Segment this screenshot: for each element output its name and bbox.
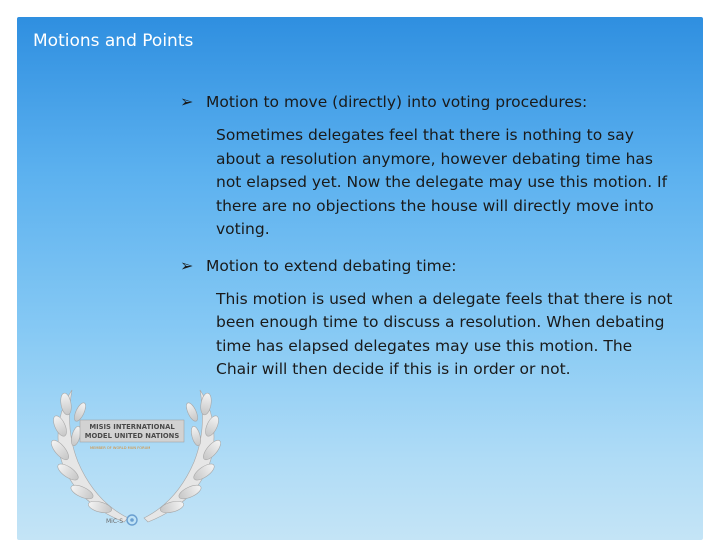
arrow-bullet-icon: ➢	[180, 92, 194, 111]
logo-tagline: MEMBER OF WORLD MUN FORUM	[90, 446, 151, 450]
bullet-heading: Motion to move (directly) into voting procedures:	[206, 93, 588, 111]
bullet-body: This motion is used when a delegate feels that there is not been enough time to discuss a resolution. When debating time has elapsed delegates may use this motion. The Chair will then decide if this is in order or not.	[216, 289, 673, 378]
logo-line-1: MISIS INTERNATIONAL	[89, 423, 175, 431]
mun-logo	[46, 382, 226, 532]
bullet-body: Sometimes delegates feel that there is nothing to say about a resolution anymore, however debating time has not elapsed yet. Now the delegate may use this motion. If there are no objections the house will directly move into voting.	[216, 126, 668, 238]
arrow-bullet-icon: ➢	[180, 255, 194, 275]
laurel-wreath-icon	[46, 382, 226, 532]
bullet-item	[180, 92, 676, 112]
bullet-heading: Motion to extend debating time:	[206, 256, 457, 275]
logo-line-2: MODEL UNITED NATIONS	[84, 432, 180, 440]
bullet-item	[180, 256, 676, 276]
bullet-list	[180, 92, 676, 396]
logo-badge-text: MiC-S	[106, 518, 124, 525]
slide-title: Motions and Points	[33, 31, 194, 51]
